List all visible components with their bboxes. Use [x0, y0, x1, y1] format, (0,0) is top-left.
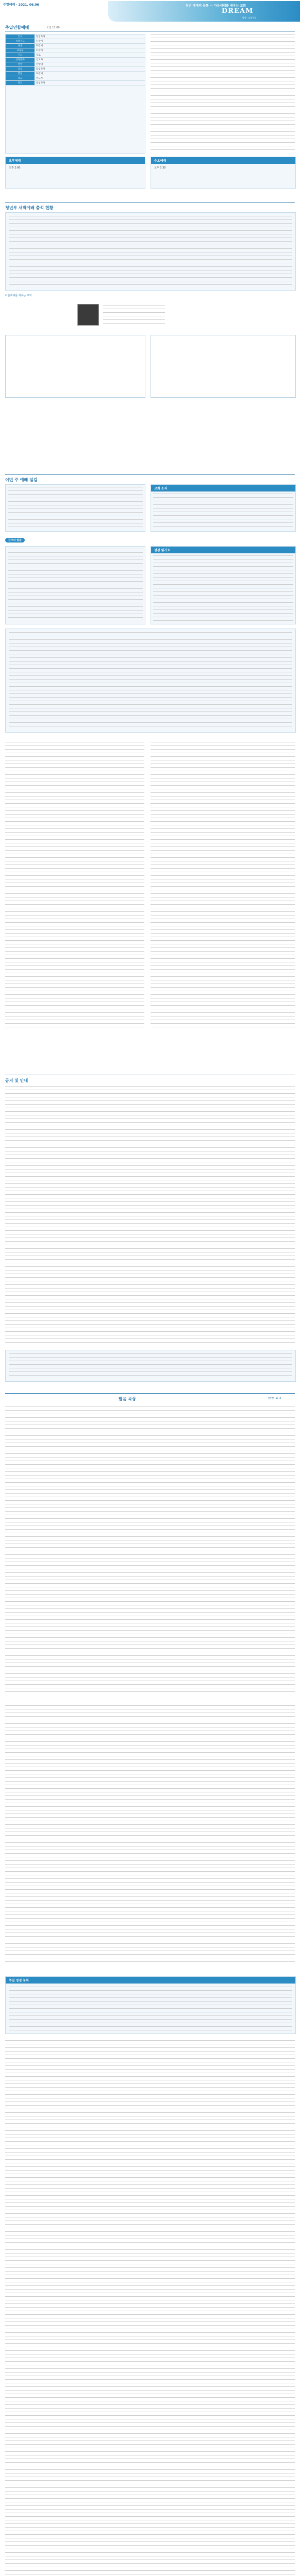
worship-order-label: 교독문 [6, 48, 35, 53]
worship-order-value: 다같이 [36, 73, 43, 75]
worship-order-label: 봉헌 [6, 72, 35, 76]
bulletin-title: 주일연합예배 [5, 25, 29, 30]
wednesday-service-box [151, 157, 296, 189]
worship-order-label: 찬양 [6, 62, 35, 66]
verse-table [5, 546, 145, 624]
notice-highlight-box [5, 1350, 296, 1382]
notice-list [5, 1086, 295, 1344]
section2-caption: 다음세대를 세우는 교회 [5, 294, 32, 297]
attendance-table-right [151, 335, 296, 398]
service-duty-table [5, 484, 145, 532]
section5-title: 공지 및 안내 [5, 1078, 28, 1083]
attendance-table-left [5, 335, 145, 398]
bulletin-subtitle: 오전 11:00 [46, 26, 60, 29]
column-text-left [5, 742, 144, 1030]
worship-order-row [6, 53, 145, 58]
section6-title: 말씀 묵상 [119, 1397, 136, 1401]
section2-title: 청년부 새벽예배 출석 현황 [5, 206, 54, 210]
section3-title: 이번 주 예배 섬김 [5, 478, 38, 482]
worship-order-value: 담임목사 [36, 36, 45, 38]
section4-title: 금주의 말씀 [5, 538, 25, 543]
afternoon-service-time: 오후 2:00 [9, 166, 21, 170]
header-title: 청년 예배의 공통 — 다음세대를 세우는 교회 [186, 4, 246, 8]
worship-order-label: 축도 [6, 81, 35, 85]
column-text-right [151, 742, 295, 1030]
long-notice-block [5, 629, 296, 733]
worship-order-value: 다같이 [36, 49, 43, 52]
worship-order-value: 다같이 [36, 40, 43, 43]
worship-order-row [6, 39, 145, 44]
worship-order-row [6, 35, 145, 39]
worship-order-value: 인도자 [36, 77, 43, 80]
worship-order-value: 다같이 [36, 45, 43, 47]
worship-order-row [6, 58, 145, 62]
scripture-reading-title: 주일 성경 봉독 [6, 1977, 295, 1984]
worship-order-row [6, 48, 145, 53]
worship-order-row [6, 67, 145, 72]
reading-plan-title: 성경 읽기표 [151, 547, 295, 553]
member-info [103, 305, 165, 324]
worship-order-value: 장로 [36, 54, 41, 57]
worship-order-label: 광고 [6, 76, 35, 80]
worship-order-row [6, 81, 145, 86]
worship-order-row [6, 44, 145, 48]
worship-order-row [6, 72, 145, 76]
scripture-reading-box [5, 1976, 296, 2034]
wednesday-service-time: 오후 7:30 [154, 166, 166, 170]
afternoon-service-box [5, 157, 145, 189]
worship-order-row [6, 76, 145, 81]
member-photo [77, 304, 99, 326]
church-news-panel [151, 484, 296, 532]
section4-badge [5, 538, 25, 543]
meditation-text [5, 1406, 295, 1695]
worship-order-value: 인도자 [36, 59, 43, 61]
worship-order-table [5, 34, 145, 154]
wednesday-service-title: 수요예배 [151, 157, 295, 164]
news-text-block [5, 212, 296, 291]
section6-date: 2021. 6. 6 [268, 1397, 281, 1400]
header-date-label: 주일예배 · 2021. 06.06 [3, 3, 39, 7]
worship-order-label: 성경봉독 [6, 58, 35, 62]
worship-order-label: 설교 [6, 67, 35, 71]
worship-order-label: 찬송 [6, 44, 35, 48]
church-logo: DREAM [222, 7, 254, 15]
long-article [5, 2040, 295, 2576]
worship-notes [151, 34, 295, 152]
reading-plan [151, 546, 296, 624]
worship-order-value: 담임목사 [36, 68, 45, 71]
worship-order-value: 담임목사 [36, 82, 45, 84]
church-news-title: 교회 소식 [151, 485, 295, 492]
header-info: 발행 · 교회주보 [242, 16, 256, 19]
afternoon-service-title: 오후예배 [6, 157, 145, 164]
worship-order-value: 찬양대 [36, 63, 43, 66]
worship-order-label: 묵상기도 [6, 39, 35, 43]
divider [5, 1393, 295, 1394]
worship-order-label: 인도 [6, 35, 35, 39]
worship-order-label: 기도 [6, 53, 35, 57]
meditation-text-continued [5, 1705, 295, 1963]
worship-order-row [6, 62, 145, 67]
